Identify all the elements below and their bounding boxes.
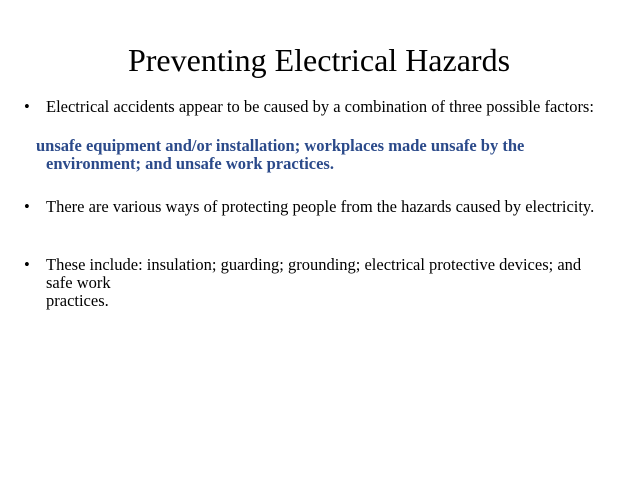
slide-title: Preventing Electrical Hazards bbox=[127, 42, 511, 78]
bullet-item-3 bbox=[24, 256, 604, 310]
bullet-text-3-continuation: practices. bbox=[46, 291, 109, 310]
bullet-text-3-line: These include: insulation; guarding; grounding; electrical protective devices; and safe work bbox=[46, 255, 582, 292]
bullet-item-2 bbox=[24, 198, 604, 216]
bullet-text-1: Electrical accidents appear to be caused by a combination of three possible factors: bbox=[46, 97, 594, 116]
bullet-glyph: • bbox=[24, 197, 30, 216]
emphasized-factors-text: unsafe equipment and/or installation; workplaces made unsafe by the environment; and unsafe work practices. bbox=[36, 136, 525, 173]
bullet-text-3 bbox=[46, 256, 604, 310]
bullet-glyph: • bbox=[24, 255, 30, 274]
bullet-item-1 bbox=[24, 98, 604, 116]
bullet-text-2: There are various ways of protecting people from the hazards caused by electricity. bbox=[46, 197, 595, 216]
bullet-glyph: • bbox=[24, 97, 30, 116]
